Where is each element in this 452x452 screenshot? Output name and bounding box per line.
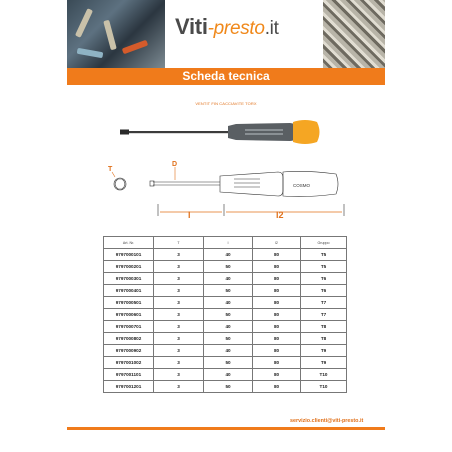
table-row [104, 381, 347, 393]
table-cell: T5 [301, 261, 347, 273]
table-cell: 9797000201 [104, 261, 154, 273]
table-cell: 50 [204, 333, 253, 345]
table-cell: 3 [154, 297, 204, 309]
table-header-row [104, 237, 347, 249]
screwdriver-photo [120, 120, 320, 144]
footer-bar [67, 427, 385, 430]
table-row [104, 261, 347, 273]
spec-table [103, 236, 347, 393]
table-cell: 80 [253, 381, 301, 393]
table-cell: 80 [253, 261, 301, 273]
label-d: D [172, 161, 178, 168]
product-subtitle: VENTIT FIN CACCIAVITE TORX [195, 101, 257, 106]
col-header-t: T [154, 237, 204, 249]
table-cell: 80 [253, 357, 301, 369]
table-cell: 3 [154, 285, 204, 297]
handle-brand-text: COSMO [293, 183, 311, 188]
table-row [104, 309, 347, 321]
table-cell: 80 [253, 321, 301, 333]
table-row [104, 249, 347, 261]
grip-photo [228, 123, 296, 141]
table-cell: 9797001002 [104, 357, 154, 369]
col-header-gruppo: Gruppo [301, 237, 347, 249]
table-cell: 80 [253, 369, 301, 381]
table-cell: 40 [204, 273, 253, 285]
table-cell: 3 [154, 273, 204, 285]
torx-profile [115, 179, 125, 189]
logo-text-main: Viti [175, 14, 208, 39]
table-row [104, 321, 347, 333]
header [67, 0, 385, 68]
table-cell: 9797001201 [104, 381, 154, 393]
table-cell: 40 [204, 249, 253, 261]
label-t: T [108, 166, 113, 173]
header-photo-workshop [67, 0, 165, 68]
table-row [104, 273, 347, 285]
table-cell: T10 [301, 369, 347, 381]
table-cell: 3 [154, 249, 204, 261]
tool-shape [103, 20, 117, 51]
logo-text-accent: -presto [207, 18, 265, 39]
table-row [104, 333, 347, 345]
col-header-art-nr: Art. Nr. [104, 237, 154, 249]
table-cell: 3 [154, 369, 204, 381]
grip-groove [245, 129, 283, 131]
table-cell: 9797001101 [104, 369, 154, 381]
grip-drawing [220, 172, 283, 196]
contact-email-link[interactable]: servizio.clienti@viti-presto.it [290, 418, 364, 424]
tool-shape [75, 8, 93, 38]
table-cell: 3 [154, 261, 204, 273]
table-cell: T6 [301, 273, 347, 285]
table-row [104, 285, 347, 297]
table-cell: T9 [301, 357, 347, 369]
table-cell: T8 [301, 321, 347, 333]
tool-shape [122, 40, 148, 55]
table-cell: 9797000701 [104, 321, 154, 333]
brand-logo[interactable] [175, 14, 279, 40]
table-cell: 9797000802 [104, 333, 154, 345]
logo-text-tld: .it [264, 18, 279, 39]
table-cell: 40 [204, 345, 253, 357]
table-cell: 50 [204, 357, 253, 369]
col-header-l: l [204, 237, 253, 249]
table-cell: 3 [154, 381, 204, 393]
table-cell: 3 [154, 345, 204, 357]
tool-shape [77, 48, 104, 58]
table-cell: 50 [204, 285, 253, 297]
table-row [104, 357, 347, 369]
table-cell: 40 [204, 297, 253, 309]
label-l: l [188, 210, 191, 220]
table-row [104, 345, 347, 357]
table-cell: 80 [253, 273, 301, 285]
page-title-banner: Scheda tecnica [67, 68, 385, 85]
label-l2: l2 [276, 210, 284, 220]
cap-photo [293, 120, 320, 144]
table-cell: 50 [204, 381, 253, 393]
table-cell: T5 [301, 249, 347, 261]
table-cell: 3 [154, 357, 204, 369]
header-photo-screws [323, 0, 385, 68]
table-row [104, 297, 347, 309]
table-cell: 9797000902 [104, 345, 154, 357]
table-cell: 3 [154, 309, 204, 321]
table-cell: 50 [204, 261, 253, 273]
table-cell: 40 [204, 321, 253, 333]
table-cell: 9797000601 [104, 309, 154, 321]
table-cell: T7 [301, 297, 347, 309]
table-cell: 80 [253, 285, 301, 297]
table-cell: 50 [204, 309, 253, 321]
table-row [104, 369, 347, 381]
table-cell: 9797000101 [104, 249, 154, 261]
table-cell: T10 [301, 381, 347, 393]
table-cell: 3 [154, 321, 204, 333]
table-cell: 80 [253, 249, 301, 261]
table-cell: 3 [154, 333, 204, 345]
table-cell: 80 [253, 333, 301, 345]
table-cell: 80 [253, 309, 301, 321]
tip-photo [120, 130, 129, 135]
table-cell: 9797000301 [104, 273, 154, 285]
screwdriver-line-drawing [112, 167, 344, 216]
table-cell: 80 [253, 345, 301, 357]
technical-drawing [100, 112, 355, 227]
table-cell: 9797000401 [104, 285, 154, 297]
table-cell: T8 [301, 333, 347, 345]
tip-profile-circle [114, 178, 126, 190]
shaft-photo [128, 131, 228, 133]
col-header-l2: l2 [253, 237, 301, 249]
table-cell: 80 [253, 297, 301, 309]
table-cell: 9797000501 [104, 297, 154, 309]
table-cell: T7 [301, 309, 347, 321]
table-cell: T6 [301, 285, 347, 297]
table-cell: T9 [301, 345, 347, 357]
leader-line-t [112, 172, 115, 177]
grip-groove [245, 133, 283, 135]
cap-drawing [283, 171, 338, 196]
table-cell: 40 [204, 369, 253, 381]
